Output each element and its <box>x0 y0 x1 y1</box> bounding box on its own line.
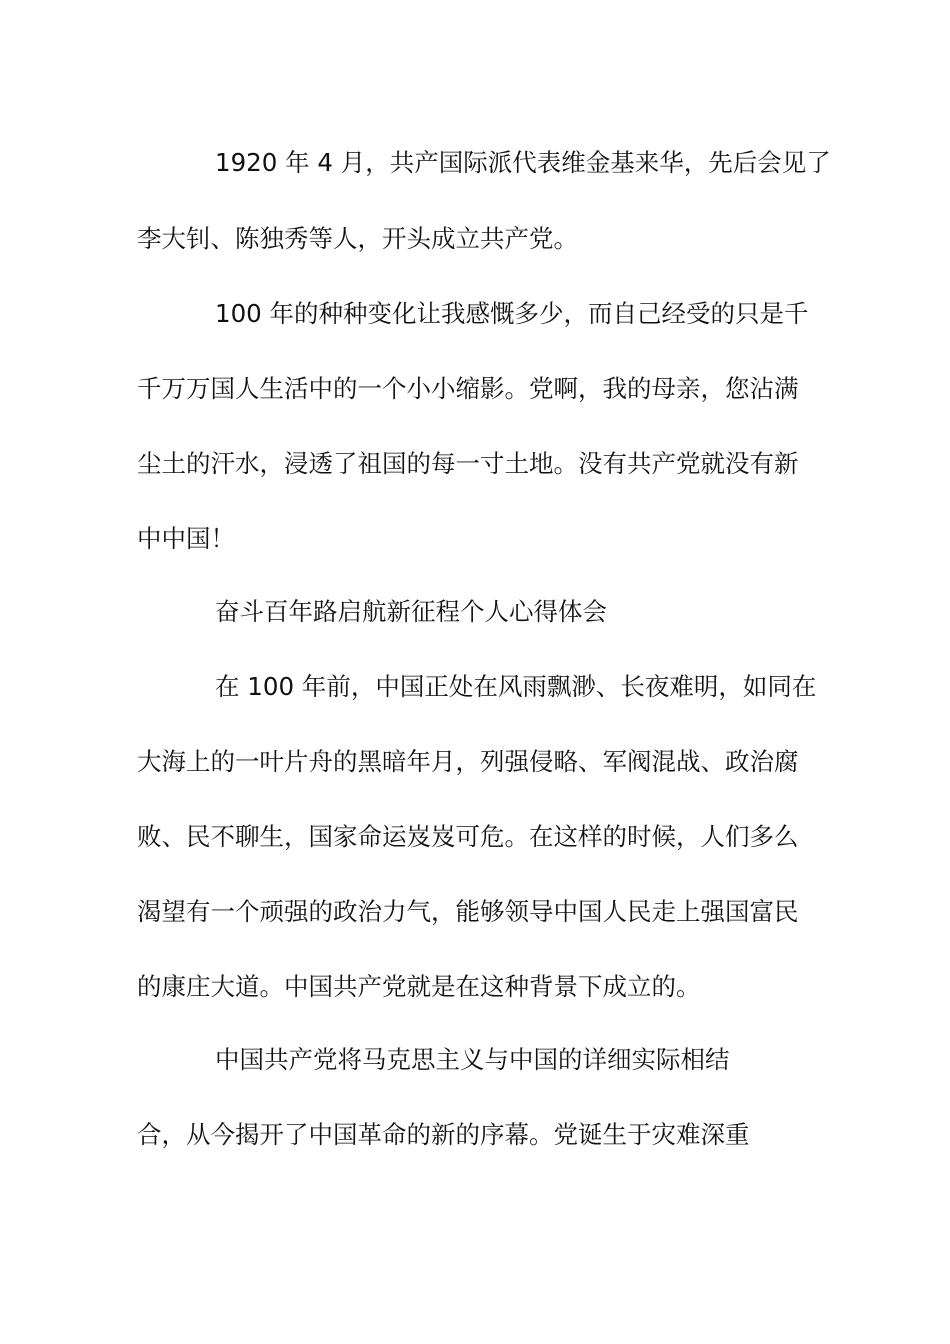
paragraph-3-line-2: 大海上的一叶片舟的黑暗年月，列强侵略、军阀混战、政治腐 <box>137 747 799 776</box>
paragraph-3-line-3: 败、民不聊生，国家命运岌岌可危。在这样的时候，人们多么 <box>137 822 799 851</box>
paragraph-2-line-1: 100 年的种种变化让我感慨多少，而自己经受的只是千 <box>215 299 809 328</box>
paragraph-4-line-1: 中国共产党将马克思主义与中国的详细实际相结 <box>215 1045 730 1074</box>
paragraph-4-line-2: 合，从今揭开了中国革命的新的序幕。党诞生于灾难深重 <box>137 1120 750 1149</box>
paragraph-1-line-1: 1920 年 4 月，共产国际派代表维金基来华，先后会见了 <box>215 148 831 177</box>
paragraph-2-line-4: 中中国！ <box>137 524 235 553</box>
paragraph-3-line-5: 的康庄大道。中国共产党就是在这种背景下成立的。 <box>137 972 701 1001</box>
paragraph-3-line-1: 在 100 年前，中国正处在风雨飘渺、长夜难明，如同在 <box>215 672 817 701</box>
paragraph-1-line-2: 李大钊、陈独秀等人，开头成立共产党。 <box>137 224 578 253</box>
section-heading: 奋斗百年路启航新征程个人心得体会 <box>215 597 607 626</box>
paragraph-2-line-3: 尘土的汗水，浸透了祖国的每一寸土地。没有共产党就没有新 <box>137 449 799 478</box>
paragraph-2-line-2: 千万万国人生活中的一个小小缩影。党啊，我的母亲，您沾满 <box>137 374 799 403</box>
paragraph-3-line-4: 渴望有一个顽强的政治力气，能够领导中国人民走上强国富民 <box>137 897 799 926</box>
